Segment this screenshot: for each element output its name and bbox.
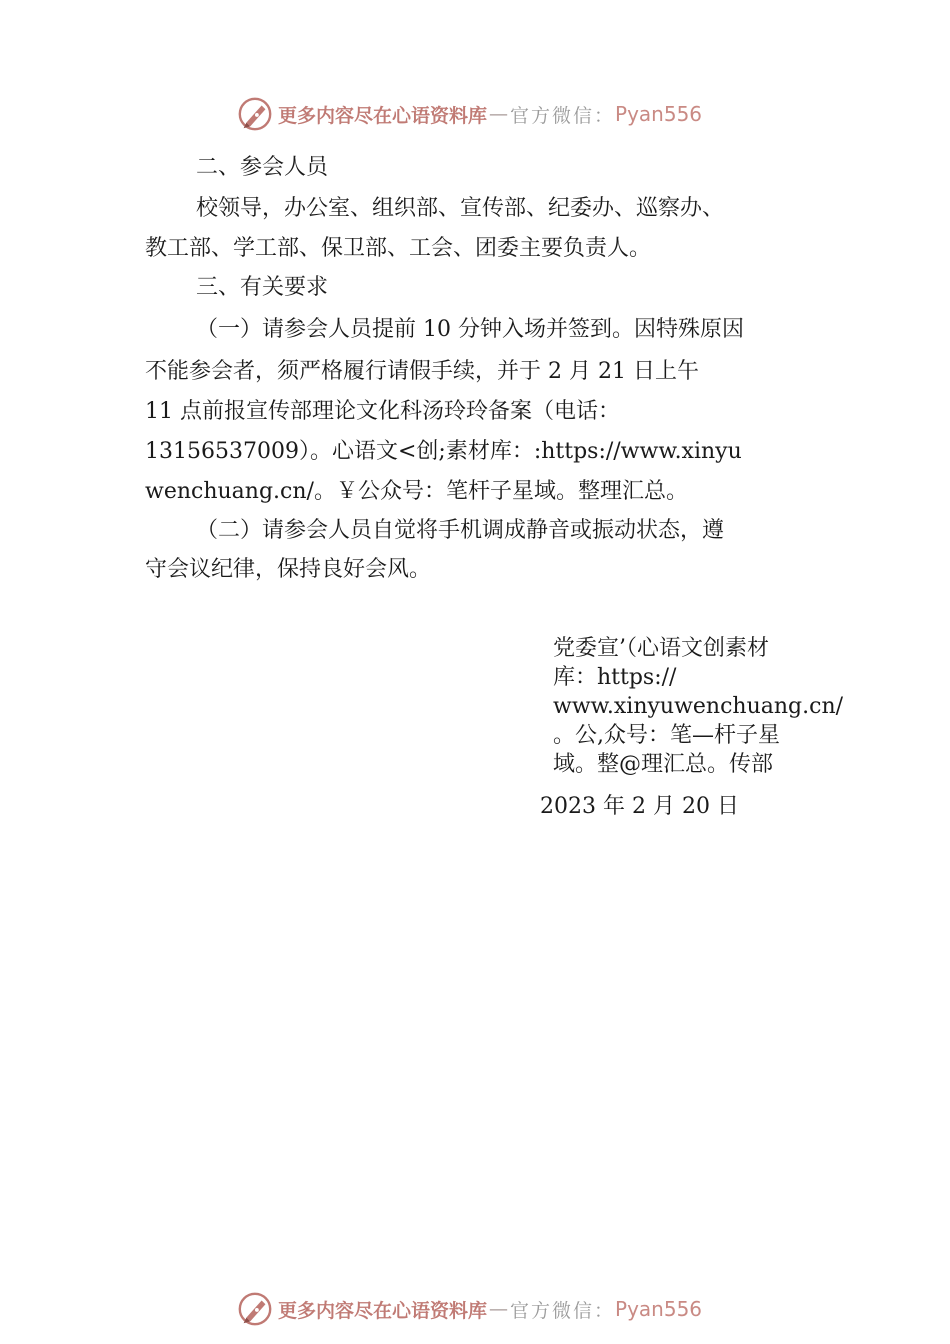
- req1-line1: （一）请参会人员提前 10 分钟入场并签到。因特殊原因: [196, 317, 744, 342]
- footer-banner: [236, 1289, 702, 1329]
- signature-line: 库：https://: [553, 665, 677, 690]
- banner-wechat-label: 官方微信：: [510, 1299, 616, 1322]
- signature-line: 党委宣’（心语文创素材: [553, 636, 769, 661]
- pen-nib-circle-icon: [236, 1290, 274, 1328]
- banner-dash: —: [489, 1298, 509, 1320]
- banner-wechat-id: Pyan556: [615, 102, 703, 126]
- signature-block: [553, 634, 843, 779]
- banner-main-text: 更多内容尽在心语资料库: [278, 1299, 488, 1322]
- req1-line4: 13156537009）。心语文<创;素材库：:https://www.xinyu: [145, 439, 742, 464]
- signature-line: 。公,众号：笔—杆子星: [553, 723, 780, 748]
- req2-line2: 守会议纪律，保持良好会风。: [145, 557, 432, 582]
- banner-dash: —: [489, 103, 509, 125]
- req2-line1: （二）请参会人员自觉将手机调成静音或振动状态，遵: [196, 518, 725, 543]
- banner-wechat-id: Pyan556: [615, 1297, 703, 1321]
- req1-line5: wenchuang.cn/。￥公众号：笔杆子星域。整理汇总。: [145, 479, 688, 504]
- pen-nib-circle-icon: [236, 95, 274, 133]
- section3-heading: 三、有关要求: [196, 275, 329, 300]
- req1-line2: 不能参会者，须严格履行请假手续，并于 2 月 21 日上午: [145, 359, 699, 384]
- header-banner: [236, 94, 702, 134]
- document-date: 2023 年 2 月 20 日: [540, 794, 739, 819]
- section2-heading: 二、参会人员: [196, 155, 329, 180]
- banner-wechat-label: 官方微信：: [510, 104, 616, 127]
- signature-line: 域。整@理汇总。传部: [553, 752, 774, 777]
- section2-line2: 教工部、学工部、保卫部、工会、团委主要负责人。: [145, 236, 652, 261]
- banner-main-text: 更多内容尽在心语资料库: [278, 104, 488, 127]
- signature-line: www.xinyuwenchuang.cn/: [553, 694, 844, 719]
- req1-line3: 11 点前报宣传部理论文化科汤玲玲备案（电话：: [145, 399, 620, 424]
- section2-line1: 校领导，办公室、组织部、宣传部、纪委办、巡察办、: [196, 196, 725, 221]
